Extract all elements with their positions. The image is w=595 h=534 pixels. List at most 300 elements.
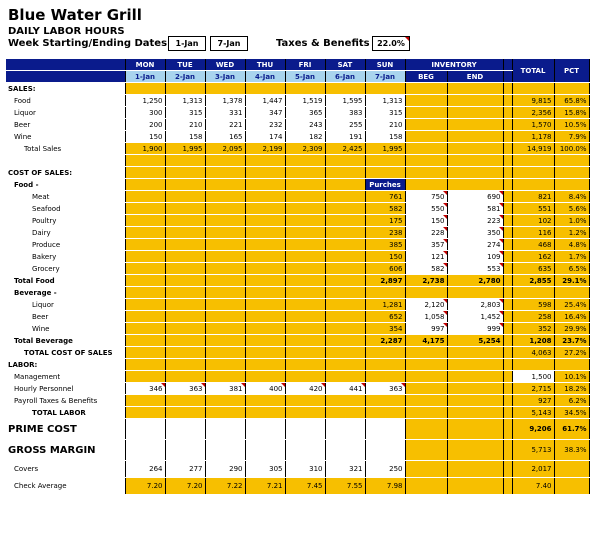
day-cell[interactable]: 1,447 xyxy=(245,95,285,107)
table-row xyxy=(6,131,589,143)
day-cell[interactable] xyxy=(205,440,245,461)
day-cell xyxy=(325,287,365,299)
day-cell xyxy=(125,215,165,227)
inventory-end-cell xyxy=(447,143,503,155)
day-cell xyxy=(325,323,365,335)
day-cell xyxy=(165,395,205,407)
day-cell[interactable]: 420 xyxy=(285,383,325,395)
row-label: Liquor xyxy=(6,299,125,311)
day-cell xyxy=(165,335,205,347)
day-cell[interactable]: 165 xyxy=(205,131,245,143)
day-cell[interactable]: 1,313 xyxy=(365,95,405,107)
day-cell xyxy=(285,155,325,167)
spacer-cell xyxy=(503,263,512,275)
row-label: TOTAL LABOR xyxy=(6,407,125,419)
day-cell: 2,309 xyxy=(285,143,325,155)
inventory-end-cell: 2,780 xyxy=(447,275,503,287)
table-row xyxy=(6,287,589,299)
pct-cell: 29.9% xyxy=(554,323,589,335)
day-cell xyxy=(205,359,245,371)
spacer-cell xyxy=(503,335,512,347)
day-cell xyxy=(245,215,285,227)
day-cell xyxy=(125,311,165,323)
col-inventory: INVENTORY xyxy=(405,59,503,71)
day-cell xyxy=(325,167,365,179)
inventory-beg-cell xyxy=(405,478,447,495)
day-cell[interactable] xyxy=(285,440,325,461)
row-label: Wine xyxy=(6,323,125,335)
inventory-beg-cell[interactable]: 121 xyxy=(405,251,447,263)
day-cell[interactable] xyxy=(325,419,365,440)
day-cell[interactable]: 210 xyxy=(165,119,205,131)
day-cell: 652 xyxy=(365,311,405,323)
day-cell: 1,900 xyxy=(125,143,165,155)
day-cell xyxy=(125,275,165,287)
day-cell: 1,281 xyxy=(365,299,405,311)
day-cell xyxy=(325,83,365,95)
day-cell[interactable] xyxy=(245,440,285,461)
week-end-field[interactable]: 7-Jan xyxy=(210,36,248,51)
col-pct: PCT xyxy=(554,59,589,83)
total-cell: 2,855 xyxy=(512,275,554,287)
day-cell[interactable]: 191 xyxy=(325,131,365,143)
day-cell[interactable]: 400 xyxy=(245,383,285,395)
day-cell[interactable]: 347 xyxy=(245,107,285,119)
pct-cell: 8.4% xyxy=(554,191,589,203)
day-cell[interactable]: 210 xyxy=(365,119,405,131)
day-cell xyxy=(325,371,365,383)
day-cell: 175 xyxy=(365,215,405,227)
table-row xyxy=(6,323,589,335)
day-cell[interactable] xyxy=(285,419,325,440)
spacer-cell xyxy=(503,419,512,440)
inventory-beg-cell[interactable]: 150 xyxy=(405,215,447,227)
inventory-beg-cell xyxy=(405,95,447,107)
day-cell[interactable]: 346 xyxy=(125,383,165,395)
spacer-cell xyxy=(503,215,512,227)
day-cell[interactable]: 277 xyxy=(165,461,205,478)
day-cell xyxy=(325,215,365,227)
inventory-end-cell xyxy=(447,95,503,107)
total-cell: 927 xyxy=(512,395,554,407)
table-row xyxy=(6,311,589,323)
day-cell[interactable] xyxy=(165,419,205,440)
day-cell xyxy=(205,323,245,335)
pct-cell: 7.9% xyxy=(554,131,589,143)
day-cell: 761 xyxy=(365,191,405,203)
row-label: Wine xyxy=(6,131,125,143)
inventory-end-cell[interactable]: 109 xyxy=(447,251,503,263)
day-cell[interactable]: 221 xyxy=(205,119,245,131)
day-cell[interactable]: 1,378 xyxy=(205,95,245,107)
header-row-dates xyxy=(6,71,589,83)
day-cell[interactable]: 243 xyxy=(285,119,325,131)
day-cell xyxy=(325,359,365,371)
day-cell[interactable]: 441 xyxy=(325,383,365,395)
day-cell[interactable] xyxy=(365,440,405,461)
day-cell xyxy=(165,323,205,335)
table-row xyxy=(6,407,589,419)
day-cell[interactable]: 250 xyxy=(365,461,405,478)
day-cell[interactable]: 331 xyxy=(205,107,245,119)
inventory-end-cell xyxy=(447,155,503,167)
day-cell xyxy=(125,179,165,191)
day-cell[interactable]: 1,250 xyxy=(125,95,165,107)
day-cell[interactable]: 363 xyxy=(365,383,405,395)
pct-cell: 1.7% xyxy=(554,251,589,263)
col-day: WED xyxy=(205,59,245,71)
day-cell xyxy=(205,215,245,227)
day-cell xyxy=(325,335,365,347)
day-cell xyxy=(245,167,285,179)
week-start-field[interactable]: 1-Jan xyxy=(168,36,206,51)
day-cell xyxy=(165,203,205,215)
row-label: PRIME COST xyxy=(6,419,125,440)
day-cell xyxy=(285,275,325,287)
day-cell[interactable]: 321 xyxy=(325,461,365,478)
total-cell xyxy=(512,359,554,371)
day-cell xyxy=(125,407,165,419)
day-cell xyxy=(165,371,205,383)
total-cell: 258 xyxy=(512,311,554,323)
day-cell xyxy=(245,263,285,275)
pct-cell: 61.7% xyxy=(554,419,589,440)
day-cell[interactable] xyxy=(325,440,365,461)
spacer-cell xyxy=(503,395,512,407)
day-cell xyxy=(125,83,165,95)
row-label xyxy=(6,155,125,167)
day-cell[interactable]: 315 xyxy=(165,107,205,119)
blank-row xyxy=(6,155,589,167)
day-cell xyxy=(365,371,405,383)
section-row xyxy=(6,167,589,179)
day-cell: 2,897 xyxy=(365,275,405,287)
pct-cell: 27.2% xyxy=(554,347,589,359)
day-cell xyxy=(165,311,205,323)
spacer-cell xyxy=(503,299,512,311)
day-cell xyxy=(125,395,165,407)
inventory-end-cell xyxy=(447,287,503,299)
day-cell xyxy=(205,251,245,263)
day-cell xyxy=(165,179,205,191)
col-date: 4-Jan xyxy=(245,71,285,83)
inventory-beg-cell[interactable]: 228 xyxy=(405,227,447,239)
total-cell: 2,356 xyxy=(512,107,554,119)
header-row-days xyxy=(6,59,589,71)
pct-cell: 65.8% xyxy=(554,95,589,107)
day-cell xyxy=(325,155,365,167)
day-cell xyxy=(165,347,205,359)
spacer-cell xyxy=(503,440,512,461)
row-label: Seafood xyxy=(6,203,125,215)
inventory-beg-cell[interactable]: 550 xyxy=(405,203,447,215)
table-row xyxy=(6,203,589,215)
day-cell[interactable] xyxy=(365,419,405,440)
spacer-cell xyxy=(503,107,512,119)
total-cell: 116 xyxy=(512,227,554,239)
col-date: 2-Jan xyxy=(165,71,205,83)
spacer-cell xyxy=(503,143,512,155)
day-cell[interactable]: 255 xyxy=(325,119,365,131)
day-cell[interactable]: 264 xyxy=(125,461,165,478)
pct-cell: 15.8% xyxy=(554,107,589,119)
day-cell xyxy=(245,287,285,299)
inventory-end-cell xyxy=(447,383,503,395)
day-cell xyxy=(245,323,285,335)
inventory-beg-cell xyxy=(405,119,447,131)
pct-cell xyxy=(554,478,589,495)
day-cell xyxy=(125,299,165,311)
pct-cell xyxy=(554,167,589,179)
row-label: Bakery xyxy=(6,251,125,263)
day-cell xyxy=(205,227,245,239)
total-cell: 4,063 xyxy=(512,347,554,359)
day-cell[interactable]: 200 xyxy=(125,119,165,131)
day-cell xyxy=(285,407,325,419)
day-cell xyxy=(165,263,205,275)
inventory-beg-cell[interactable]: 2,120 xyxy=(405,299,447,311)
day-cell[interactable]: 158 xyxy=(365,131,405,143)
day-cell xyxy=(245,83,285,95)
table-row xyxy=(6,227,589,239)
day-cell xyxy=(125,335,165,347)
pct-cell: 10.5% xyxy=(554,119,589,131)
total-cell: 9,815 xyxy=(512,95,554,107)
day-cell[interactable]: 290 xyxy=(205,461,245,478)
inventory-end-cell[interactable]: 999 xyxy=(447,323,503,335)
inventory-beg-cell[interactable]: 357 xyxy=(405,239,447,251)
day-cell[interactable]: 182 xyxy=(285,131,325,143)
day-cell: 606 xyxy=(365,263,405,275)
col-date: 7-Jan xyxy=(365,71,405,83)
table-row xyxy=(6,395,589,407)
day-cell[interactable] xyxy=(125,440,165,461)
pct-cell: 38.3% xyxy=(554,440,589,461)
day-cell: 7.21 xyxy=(245,478,285,495)
total-cell: 635 xyxy=(512,263,554,275)
inventory-end-cell xyxy=(447,440,503,461)
day-cell xyxy=(325,395,365,407)
day-cell: 7.98 xyxy=(365,478,405,495)
inventory-end-cell xyxy=(447,359,503,371)
pct-cell: 6.2% xyxy=(554,395,589,407)
spacer-cell xyxy=(503,95,512,107)
inventory-beg-cell: 2,738 xyxy=(405,275,447,287)
inventory-end-cell xyxy=(447,478,503,495)
inventory-end-cell[interactable]: 553 xyxy=(447,263,503,275)
inventory-beg-cell xyxy=(405,143,447,155)
inventory-beg-cell xyxy=(405,107,447,119)
table-row xyxy=(6,107,589,119)
day-cell[interactable]: 315 xyxy=(365,107,405,119)
day-cell xyxy=(325,251,365,263)
day-cell xyxy=(165,155,205,167)
pct-cell: 5.6% xyxy=(554,203,589,215)
day-cell xyxy=(285,323,325,335)
day-cell xyxy=(365,395,405,407)
table-row xyxy=(6,251,589,263)
day-cell xyxy=(205,287,245,299)
day-cell xyxy=(325,227,365,239)
inventory-beg-cell xyxy=(405,440,447,461)
spacer-cell xyxy=(503,461,512,478)
day-cell xyxy=(325,179,365,191)
col-date: 6-Jan xyxy=(325,71,365,83)
day-cell xyxy=(205,371,245,383)
pct-cell: 6.5% xyxy=(554,263,589,275)
inventory-end-cell[interactable]: 274 xyxy=(447,239,503,251)
day-cell xyxy=(245,239,285,251)
day-cell xyxy=(245,335,285,347)
day-cell xyxy=(365,347,405,359)
total-cell: 2,715 xyxy=(512,383,554,395)
day-cell xyxy=(205,83,245,95)
day-cell[interactable]: 310 xyxy=(285,461,325,478)
total-cell xyxy=(512,179,554,191)
spacer-cell xyxy=(503,191,512,203)
day-cell xyxy=(125,227,165,239)
day-cell[interactable]: 383 xyxy=(325,107,365,119)
day-cell[interactable]: 1,313 xyxy=(165,95,205,107)
day-cell xyxy=(165,251,205,263)
day-cell[interactable]: 158 xyxy=(165,131,205,143)
inventory-beg-cell xyxy=(405,347,447,359)
inventory-beg-cell[interactable]: 1,058 xyxy=(405,311,447,323)
day-cell[interactable]: 363 xyxy=(165,383,205,395)
day-cell xyxy=(165,299,205,311)
day-cell[interactable] xyxy=(205,419,245,440)
taxes-field[interactable]: 22.0% xyxy=(372,36,410,51)
day-cell[interactable] xyxy=(245,419,285,440)
day-cell[interactable]: 1,595 xyxy=(325,95,365,107)
day-cell xyxy=(165,359,205,371)
col-total: TOTAL xyxy=(512,59,554,83)
day-cell xyxy=(325,407,365,419)
inventory-beg-cell xyxy=(405,179,447,191)
day-cell xyxy=(365,287,405,299)
inventory-end-cell[interactable]: 223 xyxy=(447,215,503,227)
day-cell xyxy=(205,155,245,167)
inventory-end-cell xyxy=(447,131,503,143)
spacer-cell xyxy=(503,239,512,251)
row-label: Total Sales xyxy=(6,143,125,155)
spacer-cell xyxy=(503,359,512,371)
spacer-cell xyxy=(503,287,512,299)
day-cell xyxy=(125,347,165,359)
row-label: COST OF SALES: xyxy=(6,167,125,179)
inventory-beg-cell[interactable]: 582 xyxy=(405,263,447,275)
inventory-end-cell xyxy=(447,179,503,191)
day-cell xyxy=(245,395,285,407)
day-cell[interactable]: 150 xyxy=(125,131,165,143)
spacer-cell xyxy=(503,383,512,395)
day-cell: 582 xyxy=(365,203,405,215)
inventory-beg-cell xyxy=(405,419,447,440)
spacer-cell xyxy=(503,323,512,335)
day-cell xyxy=(125,239,165,251)
inventory-end-cell xyxy=(447,395,503,407)
day-cell xyxy=(125,263,165,275)
day-cell[interactable] xyxy=(165,440,205,461)
day-cell xyxy=(205,263,245,275)
row-label: Hourly Personnel xyxy=(6,383,125,395)
day-cell xyxy=(245,251,285,263)
day-cell xyxy=(245,299,285,311)
pct-cell xyxy=(554,461,589,478)
col-day: SAT xyxy=(325,59,365,71)
total-cell: 1,500 xyxy=(512,371,554,383)
inventory-beg-cell[interactable]: 750 xyxy=(405,191,447,203)
inventory-end-cell[interactable]: 690 xyxy=(447,191,503,203)
day-cell xyxy=(205,299,245,311)
inventory-beg-cell: 4,175 xyxy=(405,335,447,347)
day-cell xyxy=(365,155,405,167)
day-cell xyxy=(165,215,205,227)
day-cell: 238 xyxy=(365,227,405,239)
inventory-end-cell[interactable]: 2,803 xyxy=(447,299,503,311)
day-cell xyxy=(325,239,365,251)
day-cell xyxy=(285,83,325,95)
inventory-beg-cell xyxy=(405,407,447,419)
total-cell: 1,208 xyxy=(512,335,554,347)
inventory-beg-cell xyxy=(405,371,447,383)
inventory-beg-cell xyxy=(405,383,447,395)
row-label: Management xyxy=(6,371,125,383)
taxes-label: Taxes & Benefits xyxy=(276,38,370,49)
inventory-end-cell[interactable]: 1,452 xyxy=(447,311,503,323)
day-cell[interactable]: 174 xyxy=(245,131,285,143)
day-cell xyxy=(245,179,285,191)
day-cell xyxy=(165,227,205,239)
inventory-beg-cell xyxy=(405,167,447,179)
col-day: FRI xyxy=(285,59,325,71)
table-row xyxy=(6,461,589,478)
total-cell: 102 xyxy=(512,215,554,227)
day-cell[interactable]: 365 xyxy=(285,107,325,119)
day-cell[interactable]: 305 xyxy=(245,461,285,478)
day-cell[interactable]: 232 xyxy=(245,119,285,131)
day-cell xyxy=(245,407,285,419)
col-date: 1-Jan xyxy=(125,71,165,83)
day-cell xyxy=(205,407,245,419)
day-cell[interactable]: 1,519 xyxy=(285,95,325,107)
pct-cell xyxy=(554,179,589,191)
col-day: MON xyxy=(125,59,165,71)
inventory-end-cell xyxy=(447,347,503,359)
inventory-end-cell xyxy=(447,83,503,95)
row-label: Liquor xyxy=(6,107,125,119)
total-cell: 5,143 xyxy=(512,407,554,419)
day-cell[interactable]: 381 xyxy=(205,383,245,395)
inventory-end-cell[interactable]: 581 xyxy=(447,203,503,215)
day-cell xyxy=(285,167,325,179)
day-cell xyxy=(245,155,285,167)
total-cell xyxy=(512,155,554,167)
inventory-beg-cell[interactable]: 997 xyxy=(405,323,447,335)
inventory-end-cell xyxy=(447,371,503,383)
day-cell[interactable] xyxy=(125,419,165,440)
row-label: Beer xyxy=(6,119,125,131)
day-cell[interactable]: 300 xyxy=(125,107,165,119)
day-cell xyxy=(205,203,245,215)
inventory-end-cell[interactable]: 350 xyxy=(447,227,503,239)
row-label: SALES: xyxy=(6,83,125,95)
day-cell: 7.55 xyxy=(325,478,365,495)
day-cell xyxy=(285,203,325,215)
total-cell: 1,570 xyxy=(512,119,554,131)
pct-cell: 29.1% xyxy=(554,275,589,287)
day-cell xyxy=(205,167,245,179)
